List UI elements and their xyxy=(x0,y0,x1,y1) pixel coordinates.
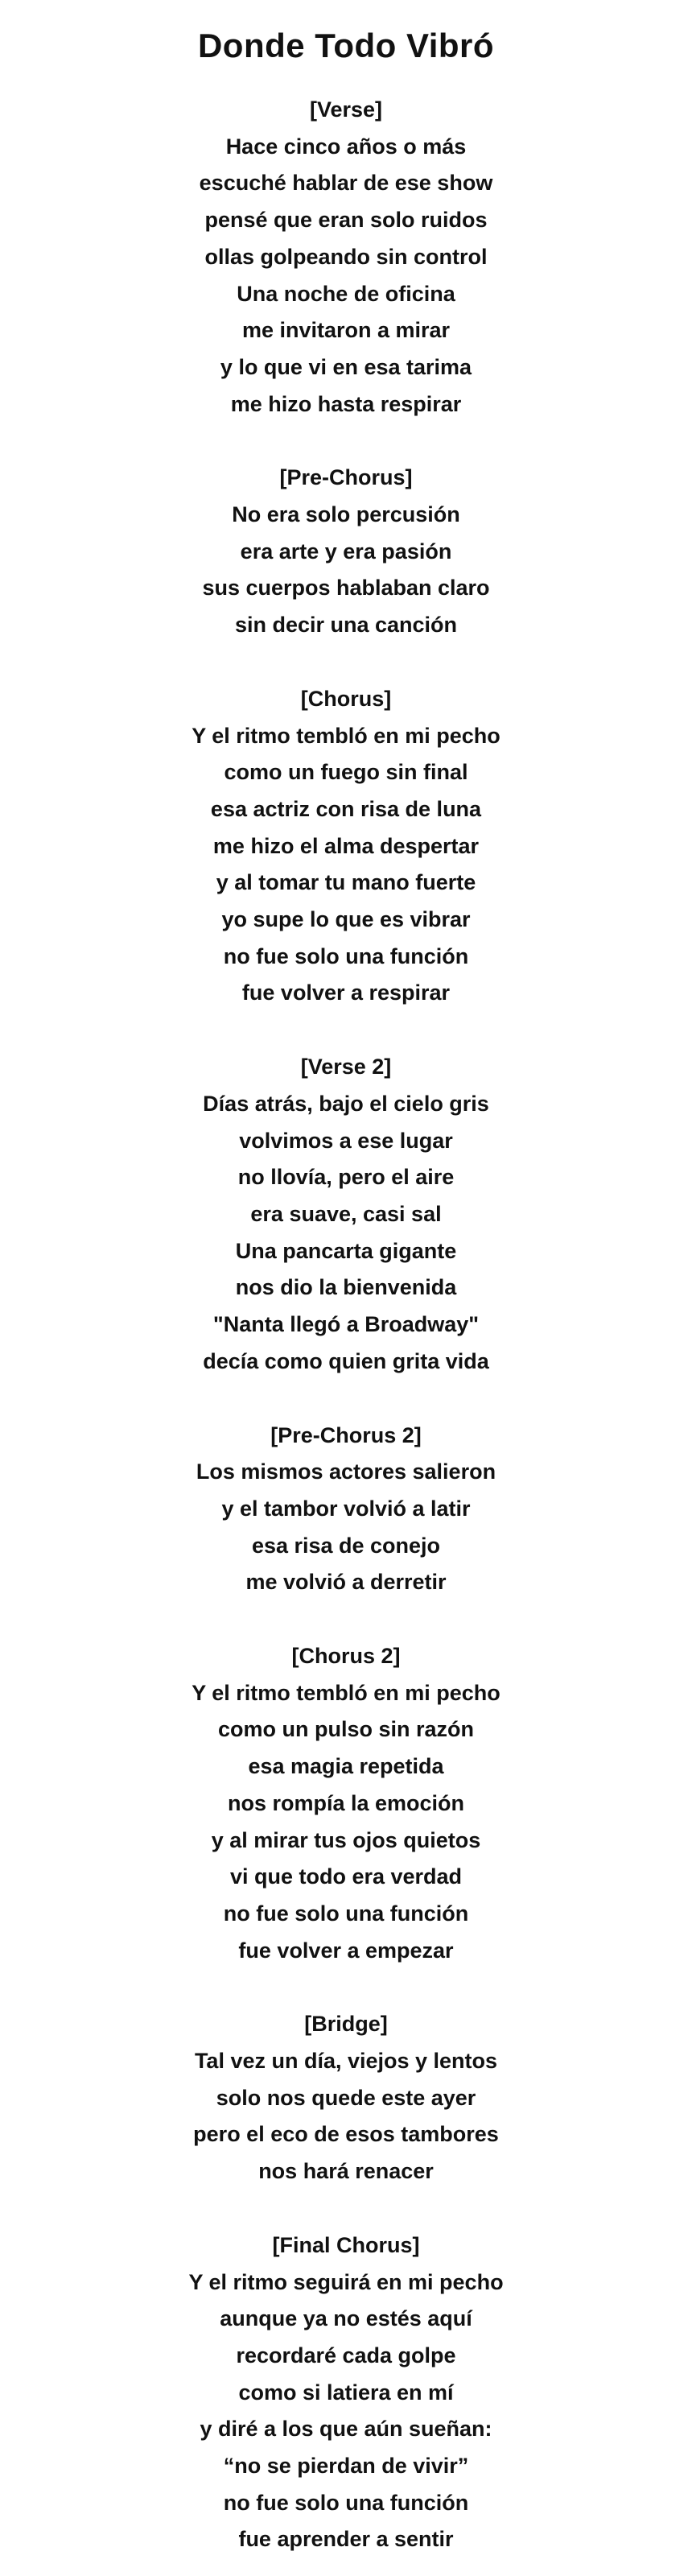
lyric-line: sin decir una canción xyxy=(234,613,458,638)
section-label: [Bridge] xyxy=(304,2012,388,2037)
lyric-line: Hace cinco años o más xyxy=(225,134,467,159)
lyric-line: decía como quien grita vida xyxy=(203,1348,489,1373)
lyric-line: Los mismos actores salieron xyxy=(196,1459,496,1484)
section-label: [Chorus] xyxy=(300,686,392,711)
lyric-line: "Nanta llegó a Broadway" xyxy=(212,1312,480,1337)
lyric-line: esa magia repetida xyxy=(248,1754,444,1779)
lyric-line: pensé que eran solo ruidos xyxy=(204,208,488,233)
lyrics-section xyxy=(0,1418,692,1602)
lyric-line: escuché hablar de ese show xyxy=(199,171,493,196)
lyric-line: fue volver a respirar xyxy=(241,980,451,1005)
lyric-line: y el tambor volvió a latir xyxy=(221,1496,471,1521)
lyric-line: como si latiera en mí xyxy=(238,2380,454,2405)
lyric-line: como un fuego sin final xyxy=(224,760,468,785)
lyric-line: Tal vez un día, viejos y lentos xyxy=(194,2049,498,2074)
lyric-line: me hizo el alma despertar xyxy=(212,833,480,858)
lyric-line: y diré a los que aún sueñan: xyxy=(200,2417,492,2442)
section-label: [Verse 2] xyxy=(300,1055,392,1080)
lyric-line: nos hará renacer xyxy=(258,2159,434,2184)
lyric-line: “no se pierdan de vivir” xyxy=(223,2454,469,2479)
section-label: [Final Chorus] xyxy=(272,2232,420,2257)
lyric-line: y lo que vi en esa tarima xyxy=(220,354,472,379)
lyric-line: No era solo percusión xyxy=(232,502,460,527)
lyric-line: no fue solo una función xyxy=(223,2490,469,2515)
section-label: [Pre-Chorus 2] xyxy=(270,1422,422,1447)
lyric-line: solo nos quede este ayer xyxy=(216,2085,476,2110)
lyric-line: Una pancarta gigante xyxy=(235,1238,457,1263)
lyric-line: me invitaron a mirar xyxy=(241,318,451,343)
lyric-line: Días atrás, bajo el cielo gris xyxy=(203,1091,489,1116)
section-label: [Pre-Chorus] xyxy=(279,465,413,490)
lyric-line: no fue solo una función xyxy=(223,943,469,968)
lyrics-section xyxy=(0,2006,692,2190)
lyric-line: Y el ritmo tembló en mi pecho xyxy=(192,723,500,748)
lyric-line: era arte y era pasión xyxy=(240,539,452,564)
lyrics-section xyxy=(0,681,692,1012)
lyric-line: aunque ya no estés aquí xyxy=(220,2306,472,2331)
lyric-line: recordaré cada golpe xyxy=(236,2343,456,2368)
lyrics-section xyxy=(0,2227,692,2558)
lyric-line: Y el ritmo tembló en mi pecho xyxy=(192,1680,500,1705)
lyric-line: fue volver a empezar xyxy=(238,1938,454,1963)
lyric-line: nos dio la bienvenida xyxy=(235,1275,457,1300)
lyric-line: Y el ritmo seguirá en mi pecho xyxy=(188,2269,504,2294)
lyric-line: como un pulso sin razón xyxy=(217,1717,474,1742)
lyric-line: yo supe lo que es vibrar xyxy=(221,907,471,932)
lyric-line: era suave, casi sal xyxy=(250,1201,442,1226)
lyrics-section xyxy=(0,460,692,644)
lyric-line: no llovía, pero el aire xyxy=(237,1165,455,1190)
lyric-line: ollas golpeando sin control xyxy=(204,244,488,269)
lyric-line: y al tomar tu mano fuerte xyxy=(216,870,476,895)
lyrics-section xyxy=(0,92,692,423)
lyric-line: fue aprender a sentir xyxy=(238,2527,454,2552)
lyric-line: sus cuerpos hablaban claro xyxy=(202,576,490,601)
lyric-line: me hizo hasta respirar xyxy=(230,391,462,416)
section-label: [Chorus 2] xyxy=(291,1644,401,1669)
lyric-line: nos rompía la emoción xyxy=(227,1790,465,1815)
lyrics-section xyxy=(0,1049,692,1380)
lyric-line: esa actriz con risa de luna xyxy=(210,796,482,821)
lyrics-body xyxy=(0,92,692,2558)
section-label: [Verse] xyxy=(309,97,383,122)
lyric-line: volvimos a ese lugar xyxy=(239,1128,453,1153)
song-title: Donde Todo Vibró xyxy=(197,27,495,64)
lyric-line: no fue solo una función xyxy=(223,1901,469,1926)
lyrics-section xyxy=(0,1638,692,1969)
lyric-line: me volvió a derretir xyxy=(245,1570,447,1595)
lyric-line: esa risa de conejo xyxy=(251,1533,441,1558)
lyric-line: y al mirar tus ojos quietos xyxy=(211,1827,481,1852)
lyric-line: vi que todo era verdad xyxy=(229,1864,463,1889)
lyric-line: Una noche de oficina xyxy=(237,281,455,306)
lyric-line: pero el eco de esos tambores xyxy=(193,2122,499,2147)
